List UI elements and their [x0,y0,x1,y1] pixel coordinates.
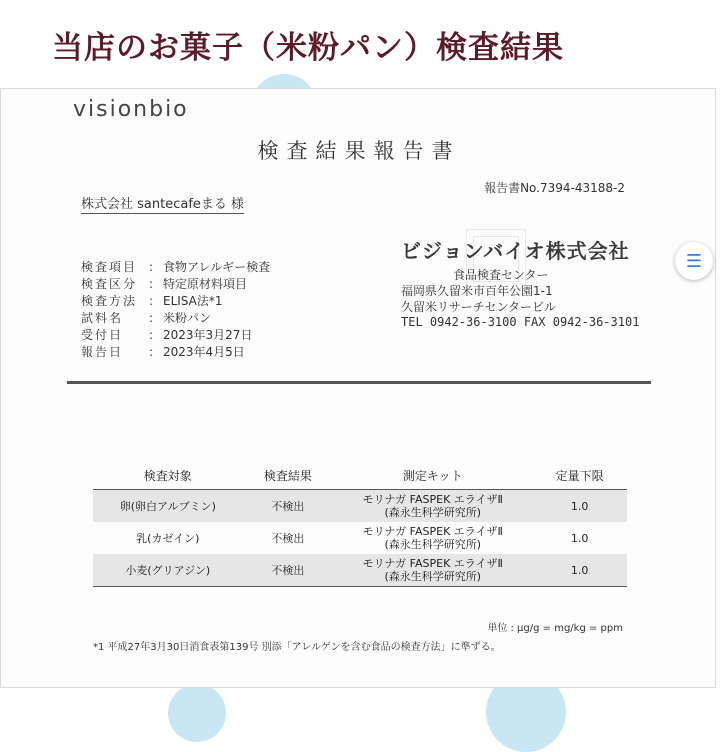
customer-name: 株式会社 santecafeまる 様 [81,193,244,214]
header-limit: 定量下限 [532,461,627,490]
table-row: 小麦(グリアジン) 不検出 モリナガ FASPEK エライザⅡ (森永生科学研究所) 1.0 [93,554,627,587]
info-row: 検査項目 : 食物アレルギー検査 [81,260,271,274]
header-kit: 測定キット [333,461,532,490]
company-building: 久留米リサーチセンタービル [401,300,557,314]
table-row: 卵(卵白アルブミン) 不検出 モリナガ FASPEK エライザⅡ (森永生科学研究所) 1.0 [93,490,627,523]
company-address: 福岡県久留米市百年公園1-1 [401,284,553,298]
menu-icon: ☰ [685,250,703,272]
company-logo [73,97,189,122]
footnote: *1 平成27年3月30日消食表第139号 別添「アレルゲンを含む食品の検査方法」に準ずる。 [93,642,501,653]
report-document [0,88,716,688]
header-target: 検査対象 [93,461,243,490]
side-menu-button[interactable] [675,242,713,280]
table-header-row [93,461,627,490]
header-result: 検査結果 [243,461,334,490]
decor-circle-bottom-left [168,684,226,742]
info-row: 受付日 : 2023年3月27日 [81,328,253,342]
page-title: 当店のお菓子（米粉パン）検査結果 [52,30,564,66]
testing-company [401,235,639,329]
results-table [93,461,627,587]
info-row: 試料名 : 米粉パン [81,311,212,325]
document-title: 検査結果報告書 [257,139,461,163]
info-row: 検査方法 : ELISA法*1 [81,294,223,308]
company-phone: TEL 0942-36-3100 FAX 0942-36-3101 [401,315,640,329]
table-row: 乳(カゼイン) 不検出 モリナガ FASPEK エライザⅡ (森永生科学研究所) 1.0 [136,525,589,551]
company-name: ビジョンバイオ株式会社 [401,239,630,263]
report-number: 報告書No.7394-43188-2 [484,181,625,195]
company-dept: 食品検査センター [453,268,549,282]
test-info [81,259,270,361]
logo-text: visionbio [73,97,189,122]
info-row: 報告日 : 2023年4月5日 [81,345,245,359]
info-row: 検査区分 : 特定原材料項目 [81,277,248,291]
unit-note: 単位 : µg/g = mg/kg = ppm [487,623,623,634]
divider [67,381,651,384]
